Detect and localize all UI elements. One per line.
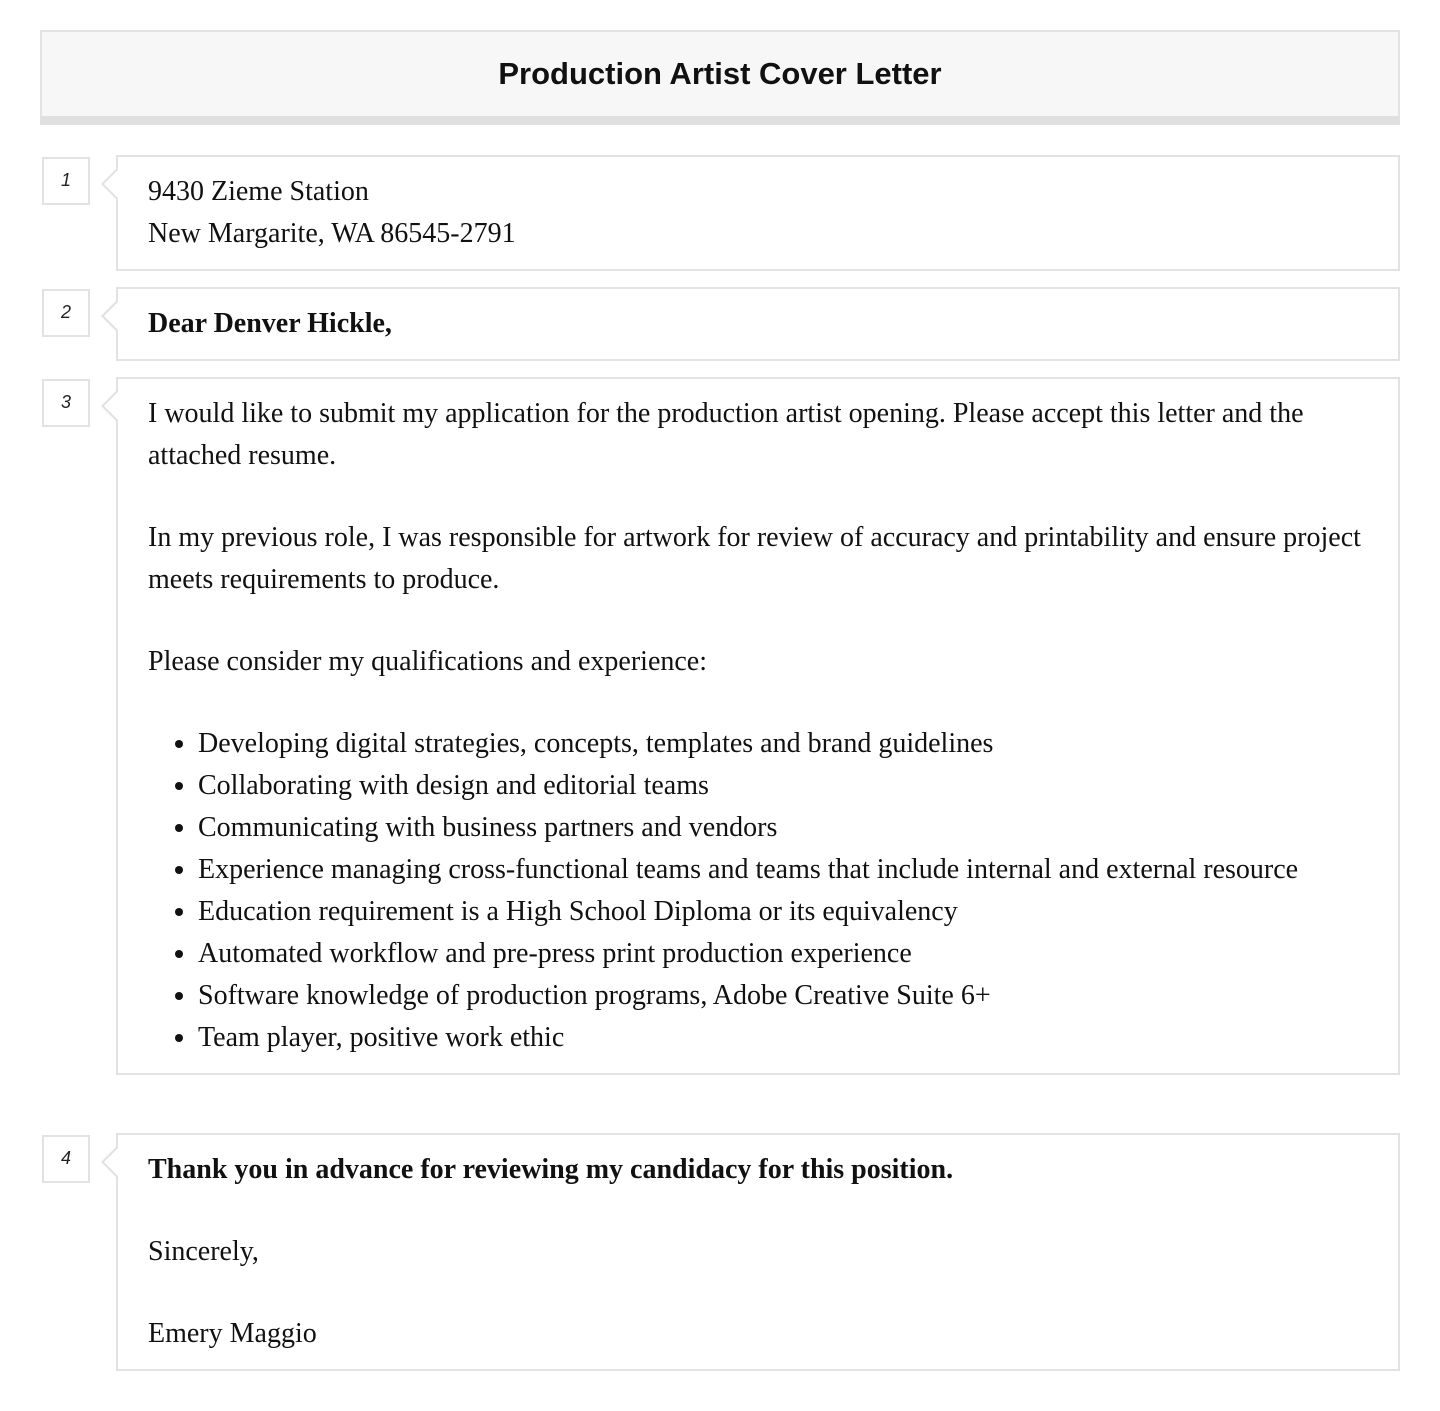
page-title: Production Artist Cover Letter bbox=[498, 56, 942, 91]
signoff: Sincerely, bbox=[148, 1236, 259, 1267]
list-item: • Automated workflow and pre-press print production experience bbox=[198, 933, 1368, 975]
closing-block bbox=[116, 1133, 1400, 1371]
list-item: • Team player, positive work ethic bbox=[198, 1017, 1368, 1059]
salutation: Dear Denver Hickle, bbox=[148, 308, 392, 339]
section-number: 2 bbox=[42, 289, 90, 337]
page-header bbox=[40, 30, 1400, 125]
body-paragraph-1: I would like to submit my application for the production artist opening. Please accept this letter and the attached resume. bbox=[148, 398, 1304, 471]
signature-name: Emery Maggio bbox=[148, 1318, 317, 1349]
list-item: • Software knowledge of production programs, Adobe Creative Suite 6+ bbox=[198, 975, 1368, 1017]
closing-line: Thank you in advance for reviewing my candidacy for this position. bbox=[148, 1154, 954, 1185]
list-item: • Communicating with business partners and vendors bbox=[198, 807, 1368, 849]
section-number: 4 bbox=[42, 1135, 90, 1183]
list-item: • Education requirement is a High School Diploma or its equivalency bbox=[198, 891, 1368, 933]
list-item: • Collaborating with design and editorial teams bbox=[198, 765, 1368, 807]
list-item: • Experience managing cross-functional teams and teams that include internal and external resource bbox=[198, 849, 1368, 891]
body-block bbox=[116, 377, 1400, 1075]
body-paragraph-2: In my previous role, I was responsible for artwork for review of accuracy and printability and ensure project meets requirements to produce. bbox=[148, 522, 1361, 595]
qualifications-list bbox=[148, 723, 1368, 1059]
address-block bbox=[116, 155, 1400, 271]
body-paragraph-3: Please consider my qualifications and experience: bbox=[148, 646, 708, 677]
address-line-2: New Margarite, WA 86545-2791 bbox=[148, 218, 516, 249]
address-line-1: 9430 Zieme Station bbox=[148, 176, 369, 207]
section-number: 1 bbox=[42, 157, 90, 205]
salutation-block bbox=[116, 287, 1400, 361]
list-item: • Developing digital strategies, concepts, templates and brand guidelines bbox=[198, 723, 1368, 765]
section-number: 3 bbox=[42, 379, 90, 427]
